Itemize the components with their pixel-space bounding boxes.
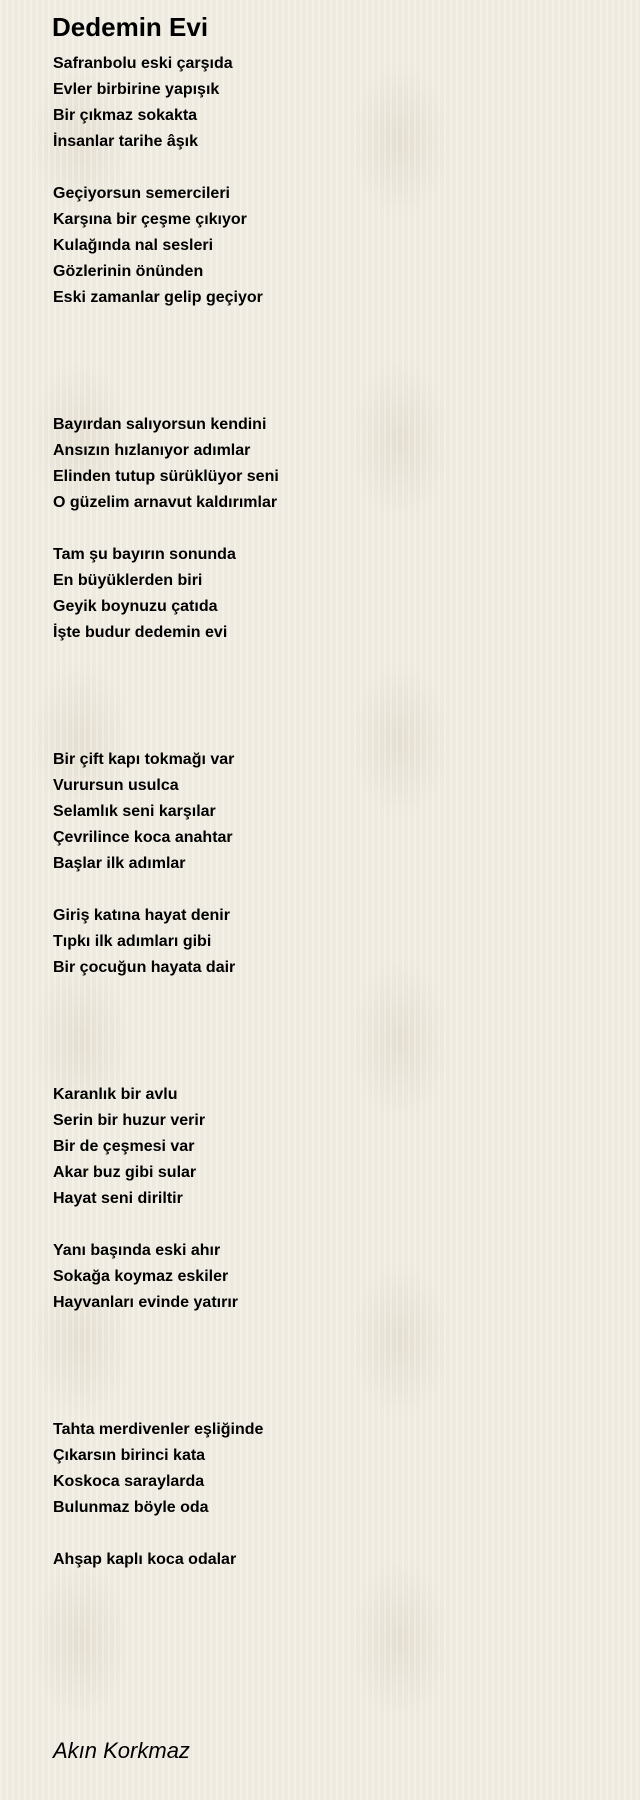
poem-line: Bulunmaz böyle oda — [53, 1499, 209, 1516]
stanza — [53, 181, 613, 311]
stanza — [53, 903, 613, 981]
poem-line: Bir çıkmaz sokakta — [53, 107, 198, 124]
poem-line: Çevrilince koca anahtar — [53, 829, 233, 846]
section-break — [53, 1316, 613, 1417]
section-break — [53, 981, 613, 1082]
stanza-break — [53, 516, 613, 542]
poem-line: Safranbolu eski çarşıda — [53, 55, 233, 72]
poem-line: Geçiyorsun semercileri — [53, 185, 230, 202]
poem-line: Bayırdan salıyorsun kendini — [53, 416, 267, 433]
poem-line: İnsanlar tarihe âşık — [53, 133, 198, 150]
poem-line: Koskoca saraylarda — [53, 1473, 205, 1490]
poem-line: Eski zamanlar gelip geçiyor — [53, 289, 263, 306]
poem-line: Karşına bir çeşme çıkıyor — [53, 211, 247, 228]
stanza — [53, 51, 613, 155]
stanza-break — [53, 155, 613, 181]
poem-line: Giriş katına hayat denir — [53, 907, 230, 924]
poem-line: Bir çift kapı tokmağı var — [53, 751, 235, 768]
stanza — [53, 412, 613, 516]
poem-line: Hayvanları evinde yatırır — [53, 1294, 238, 1311]
section-break — [53, 646, 613, 747]
poem-line: Ahşap kaplı koca odalar — [53, 1551, 237, 1568]
stanza — [53, 1547, 613, 1573]
poem-title: Dedemin Evi — [52, 12, 209, 42]
stanza — [53, 1082, 613, 1212]
poem-line: Karanlık bir avlu — [53, 1086, 178, 1103]
poem-line: Selamlık seni karşılar — [53, 803, 216, 820]
stanza-break — [53, 877, 613, 903]
stanza — [53, 1238, 613, 1316]
poem-line: En büyüklerden biri — [53, 572, 203, 589]
stanza-break — [53, 1521, 613, 1547]
stanza-break — [53, 1212, 613, 1238]
stanza — [53, 542, 613, 646]
poem-line: Geyik boynuzu çatıda — [53, 598, 218, 615]
poem-line: Başlar ilk adımlar — [53, 855, 186, 872]
poem-line: İşte budur dedemin evi — [53, 624, 228, 641]
poem-line: Akar buz gibi sular — [53, 1164, 197, 1181]
poem-line: Çıkarsın birinci kata — [53, 1447, 206, 1464]
poem-line: O güzelim arnavut kaldırımlar — [53, 494, 278, 511]
poem-line: Tıpkı ilk adımları gibi — [53, 933, 212, 950]
poem-line: Bir çocuğun hayata dair — [53, 959, 236, 976]
poem-line: Serin bir huzur verir — [53, 1112, 206, 1129]
poem-line: Tahta merdivenler eşliğinde — [53, 1421, 264, 1438]
poem-line: Kulağında nal sesleri — [53, 237, 214, 254]
poem-body — [53, 51, 613, 1573]
poem-line: Evler birbirine yapışık — [53, 81, 220, 98]
poem-line: Gözlerinin önünden — [53, 263, 204, 280]
poem-line: Tam şu bayırın sonunda — [53, 546, 236, 563]
poem-line: Yanı başında eski ahır — [53, 1242, 221, 1259]
stanza — [53, 747, 613, 877]
section-break — [53, 311, 613, 412]
stanza — [53, 1417, 613, 1521]
poem-line: Elinden tutup sürüklüyor seni — [53, 468, 279, 485]
poem-line: Vurursun usulca — [53, 777, 179, 794]
poem-line: Ansızın hızlanıyor adımlar — [53, 442, 251, 459]
poem-line: Hayat seni diriltir — [53, 1190, 183, 1207]
poem-line: Bir de çeşmesi var — [53, 1138, 195, 1155]
poem-line: Sokağa koymaz eskiler — [53, 1268, 229, 1285]
poem-author: Akın Korkmaz — [53, 1738, 190, 1763]
